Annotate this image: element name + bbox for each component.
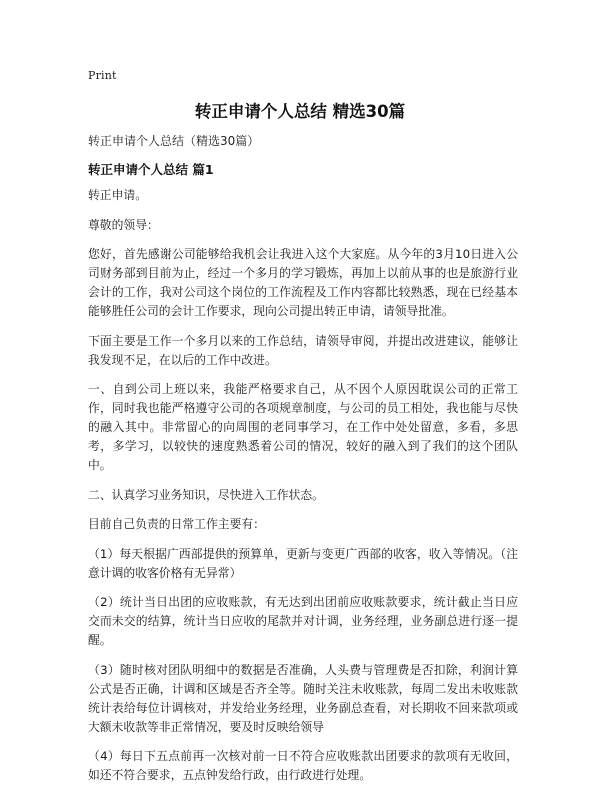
paragraph-point-two: 二、认真学习业务知识，尽快进入工作状态。 (88, 487, 324, 502)
paragraph-salutation: 尊敬的领导： (88, 217, 159, 232)
paragraph-point-one: 一、自到公司上班以来，我能严格要求自己，从不因个人原因耽误公司的正常工作，同时我也能严格遵守公司的各项规章制度，与公司的员工相处，我也能与尽快的融入其中。非常留心的向周围的老同事学习，在工作中处处留意，多看，多思考，多学习，以较快的速度熟悉着公司的情况，较好的融入到了我们的这个团队中。 (88, 382, 518, 472)
paragraph-application: 转正申请。 (88, 188, 147, 202)
document-subtitle: 转正申请个人总结（精选30篇） (88, 134, 260, 148)
paragraph-item-3: （3）随时核对团队明细中的数据是否准确，人头费与管理费是否扣除，利润计算公式是否正确，计调和区域是否齐全等。随时关注未收账款，每周二发出未收账款统计表给每位计调核对，并发给业务经理，业务副总查看，对长期收不回来款项或大额未收款等非正常情况，要及时反映给领导 (88, 662, 518, 734)
document-body (88, 186, 518, 796)
section-heading: 转正申请个人总结 篇1 (88, 162, 214, 177)
paragraph-summary-intro: 下面主要是工作一个多月以来的工作总结，请领导审阅，并提出改进建议，能够让我发现不足，在以后的工作中改进。 (88, 333, 518, 367)
paragraph-item-2: （2）统计当日出团的应收账款，有无达到出团前应收账款要求，统计截止当日应交而未交的结算，统计当日应收的尾款并对计调，业务经理，业务副总进行逐一提醒。 (88, 595, 518, 647)
paragraph-item-4: （4）每日下五点前再一次核对前一日不符合应收账款出团要求的款项有无收回，如还不符合要求，五点钟发给行政，由行政进行处理。 (88, 749, 518, 782)
paragraph-item-1: （1）每天根据广西部提供的预算单，更新与变更广西部的收客，收入等情况。（注意计调的收客价格有无异常） (88, 546, 518, 580)
print-label: Print (88, 69, 117, 82)
document-title: 转正申请个人总结 精选30篇 (194, 102, 406, 121)
paragraph-daily-work: 目前自己负责的日常工作主要有： (88, 517, 265, 531)
paragraph-introduction: 您好，首先感谢公司能够给我机会让我进入这个大家庭。从今年的3月10日进入公司财务部到目前为止，经过一个多月的学习锻炼，再加上以前从事的也是旅游行业会计的工作，我对公司这个岗位的工作流程及工作内容都比较熟悉，现在已经基本能够胜任公司的会计工作要求，现向公司提出转正申请，请领导批准。 (88, 247, 518, 318)
